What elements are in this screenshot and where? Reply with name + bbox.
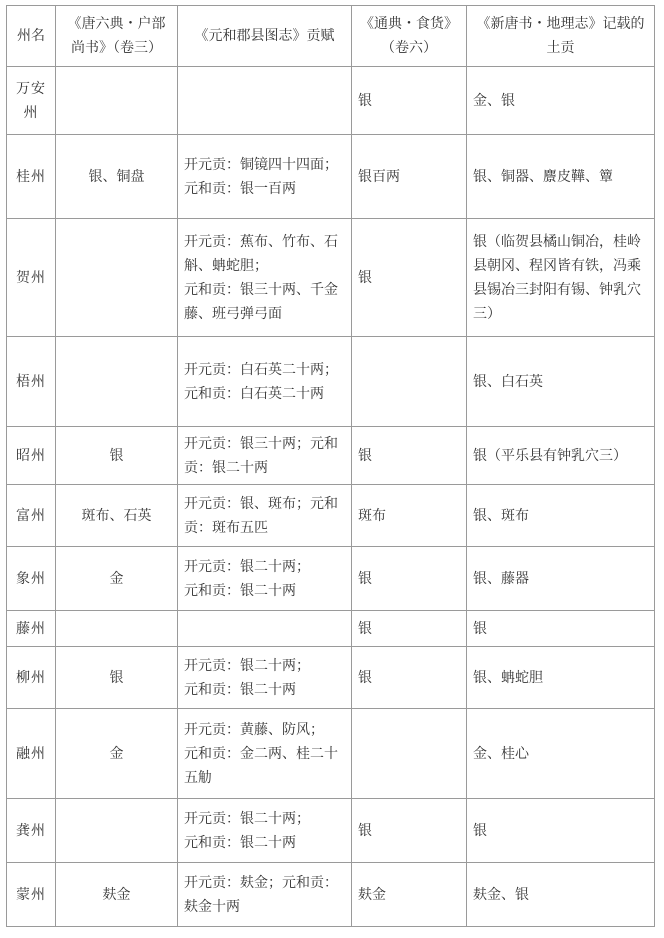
cell-tang-liu-dian: 金	[56, 547, 178, 611]
cell-xintangshu: 金、银	[467, 67, 655, 135]
yuanhe-line: 开元贡：银二十两；	[184, 810, 310, 827]
yuanhe-line: 元和贡：银二十两	[184, 681, 296, 698]
yuanhe-line: 开元贡：麸金；元和贡：麸金十两	[184, 874, 338, 915]
cell-yuanhe	[178, 219, 352, 337]
yuanhe-line: 开元贡：蕉布、竹布、石斛、蚺蛇胆；	[184, 233, 338, 274]
cell-xintangshu: 银、藤器	[467, 547, 655, 611]
cell-xintangshu: 银、斑布	[467, 485, 655, 547]
cell-zhou: 梧州	[7, 337, 56, 427]
header-zhou: 州名	[7, 6, 56, 67]
cell-xintangshu: 银、蚺蛇胆	[467, 647, 655, 709]
cell-tongdian: 银	[352, 219, 467, 337]
cell-zhou: 龚州	[7, 799, 56, 863]
cell-yuanhe	[178, 547, 352, 611]
table-row	[7, 647, 655, 709]
cell-zhou: 富州	[7, 485, 56, 547]
cell-tongdian: 银	[352, 799, 467, 863]
yuanhe-line: 元和贡：金二两、桂二十五觔	[184, 745, 338, 786]
cell-zhou: 贺州	[7, 219, 56, 337]
table-row	[7, 427, 655, 485]
yuanhe-line: 开元贡：黄藤、防风；	[184, 721, 324, 738]
table-row	[7, 799, 655, 863]
yuanhe-line: 元和贡：银二十两	[184, 582, 296, 599]
tribute-table	[6, 5, 655, 927]
cell-tang-liu-dian: 斑布、石英	[56, 485, 178, 547]
cell-tang-liu-dian: 银	[56, 647, 178, 709]
yuanhe-line: 开元贡：银二十两；	[184, 558, 310, 575]
header-xintangshu: 《新唐书・地理志》记载的土贡	[467, 6, 655, 67]
table-row	[7, 611, 655, 647]
cell-zhou: 万安州	[7, 67, 56, 135]
yuanhe-line: 开元贡：铜镜四十四面；	[184, 156, 338, 173]
cell-zhou: 柳州	[7, 647, 56, 709]
cell-tang-liu-dian	[56, 67, 178, 135]
cell-tang-liu-dian	[56, 219, 178, 337]
header-row	[7, 6, 655, 67]
cell-xintangshu: 银（平乐县有钟乳穴三）	[467, 427, 655, 485]
cell-yuanhe	[178, 67, 352, 135]
cell-tongdian	[352, 709, 467, 799]
cell-yuanhe	[178, 863, 352, 927]
cell-yuanhe	[178, 647, 352, 709]
cell-zhou: 藤州	[7, 611, 56, 647]
cell-tongdian: 银	[352, 547, 467, 611]
cell-tongdian: 银	[352, 647, 467, 709]
header-yuanhe: 《元和郡县图志》贡赋	[178, 6, 352, 67]
cell-xintangshu: 银、白石英	[467, 337, 655, 427]
cell-zhou: 象州	[7, 547, 56, 611]
cell-xintangshu: 金、桂心	[467, 709, 655, 799]
cell-tang-liu-dian: 银	[56, 427, 178, 485]
cell-tang-liu-dian	[56, 799, 178, 863]
cell-xintangshu: 银（临贺县橘山铜冶，桂岭县朝冈、程冈皆有铁，冯乘县锡冶三封阳有锡、钟乳穴三）	[467, 219, 655, 337]
cell-zhou: 蒙州	[7, 863, 56, 927]
yuanhe-line: 开元贡：银、斑布；元和贡：斑布五匹	[184, 495, 338, 536]
header-tongdian: 《通典・食货》（卷六）	[352, 6, 467, 67]
yuanhe-line: 元和贡：白石英二十两	[184, 385, 324, 402]
table-row	[7, 485, 655, 547]
table-row	[7, 337, 655, 427]
cell-tongdian: 斑布	[352, 485, 467, 547]
yuanhe-line: 元和贡：银三十两、千金藤、班弓弹弓面	[184, 281, 338, 322]
cell-tongdian: 银	[352, 427, 467, 485]
cell-tongdian: 麸金	[352, 863, 467, 927]
cell-zhou: 桂州	[7, 135, 56, 219]
cell-tang-liu-dian: 金	[56, 709, 178, 799]
header-tang-liu-dian: 《唐六典・户部尚书》（卷三）	[56, 6, 178, 67]
cell-zhou: 融州	[7, 709, 56, 799]
cell-yuanhe	[178, 135, 352, 219]
yuanhe-line: 元和贡：银一百两	[184, 180, 296, 197]
cell-xintangshu: 麸金、银	[467, 863, 655, 927]
page	[6, 5, 655, 927]
table-row	[7, 863, 655, 927]
cell-xintangshu: 银	[467, 611, 655, 647]
yuanhe-line: 元和贡：银二十两	[184, 834, 296, 851]
cell-tongdian: 银	[352, 67, 467, 135]
cell-tang-liu-dian	[56, 337, 178, 427]
cell-zhou: 昭州	[7, 427, 56, 485]
cell-tang-liu-dian: 麸金	[56, 863, 178, 927]
yuanhe-line: 开元贡：银三十两；元和贡：银二十两	[184, 435, 338, 476]
cell-yuanhe	[178, 709, 352, 799]
yuanhe-line: 开元贡：银二十两；	[184, 657, 310, 674]
cell-yuanhe	[178, 485, 352, 547]
cell-tongdian: 银	[352, 611, 467, 647]
cell-tang-liu-dian	[56, 611, 178, 647]
yuanhe-line: 开元贡：白石英二十两；	[184, 361, 338, 378]
cell-yuanhe	[178, 799, 352, 863]
cell-xintangshu: 银、铜器、麖皮鞾、簟	[467, 135, 655, 219]
table-row	[7, 219, 655, 337]
cell-tongdian	[352, 337, 467, 427]
table-row	[7, 67, 655, 135]
cell-yuanhe	[178, 611, 352, 647]
table-row	[7, 709, 655, 799]
cell-yuanhe	[178, 337, 352, 427]
cell-yuanhe	[178, 427, 352, 485]
cell-xintangshu: 银	[467, 799, 655, 863]
table-row	[7, 135, 655, 219]
table-row	[7, 547, 655, 611]
cell-tongdian: 银百两	[352, 135, 467, 219]
cell-tang-liu-dian: 银、铜盘	[56, 135, 178, 219]
